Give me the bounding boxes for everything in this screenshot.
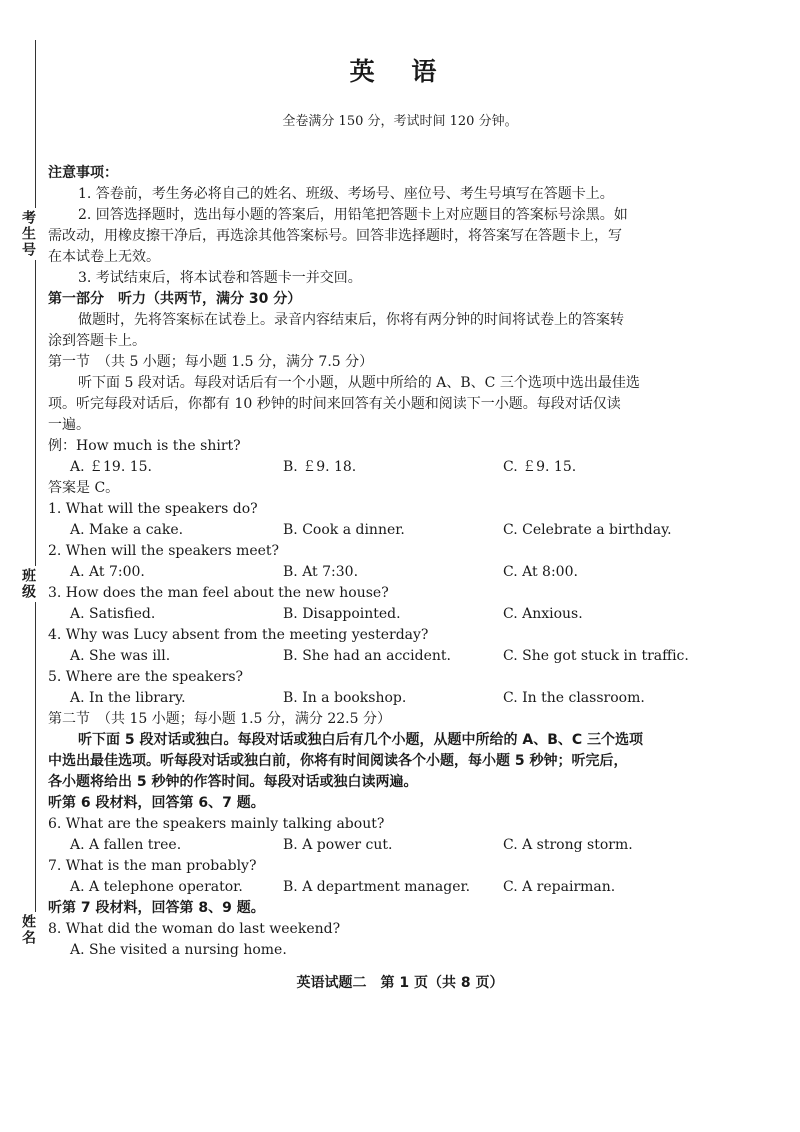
- name-label: 姓名: [20, 914, 36, 946]
- notice-item-2-end: 在本试卷上无效。: [48, 249, 160, 265]
- question-8: 8. What did the woman do last weekend?: [48, 921, 341, 937]
- option-c: C. Anxious.: [503, 606, 583, 622]
- section1-intro-cont: 项。听完每段对话后，你都有 10 秒钟的时间来回答有关小题和阅读下一小题。每段对话仅读: [48, 396, 621, 412]
- option-a: A. She visited a nursing home.: [70, 942, 287, 958]
- question-1: 1. What will the speakers do?: [48, 501, 258, 517]
- option-a: A. A fallen tree.: [70, 837, 182, 853]
- notice-item-2: 2. 回答选择题时，选出每小题的答案后，用铅笔把答题卡上对应题目的答案标号涂黑。如: [78, 207, 628, 223]
- option-a: A. In the library.: [70, 690, 186, 706]
- question-7-options: [48, 877, 758, 898]
- option-a: A. At 7:00.: [70, 564, 145, 580]
- example-answer: 答案是 C。: [48, 480, 120, 496]
- option-c: C. A strong storm.: [503, 837, 633, 853]
- section2-intro-end: 各小题将给出 5 秒钟的作答时间。每段对话或独白读两遍。: [48, 774, 418, 790]
- section1-intro: 听下面 5 段对话。每段对话后有一个小题，从题中所给的 A、B、C 三个选项中选出最佳选: [78, 375, 640, 391]
- section1-heading: 第一节 （共 5 小题；每小题 1.5 分，满分 7.5 分）: [48, 354, 374, 370]
- question-4-options: [48, 646, 758, 667]
- question-5: 5. Where are the speakers?: [48, 669, 244, 685]
- section1-intro-end: 一遍。: [48, 417, 90, 433]
- question-7: 7. What is the man probably?: [48, 858, 257, 874]
- option-b: B. A power cut.: [283, 837, 393, 853]
- question-4: 4. Why was Lucy absent from the meeting yesterday?: [48, 627, 429, 643]
- question-8-options: [48, 940, 758, 961]
- notice-item-2-cont: 需改动，用橡皮擦干净后，再选涂其他答案标号。回答非选择题时，将答案写在答题卡上，写: [48, 228, 622, 244]
- option-b: B. She had an accident.: [283, 648, 451, 664]
- option-b: B. A department manager.: [283, 879, 471, 895]
- exam-number-label: 考生号: [20, 210, 36, 258]
- question-5-options: [48, 688, 758, 709]
- option-b: B. ￡9. 18.: [283, 459, 357, 475]
- option-c: C. She got stuck in traffic.: [503, 648, 689, 664]
- option-b: B. In a bookshop.: [283, 690, 407, 706]
- material-7-instruction: 听第 7 段材料，回答第 8、9 题。: [48, 900, 265, 916]
- example-question: 例：How much is the shirt?: [48, 438, 241, 454]
- example-options: [48, 457, 758, 478]
- question-6: 6. What are the speakers mainly talking about?: [48, 816, 385, 832]
- notice-item-3: 3. 考试结束后，将本试卷和答题卡一并交回。: [78, 270, 362, 286]
- option-b: B. Cook a dinner.: [283, 522, 405, 538]
- class-label: 班级: [20, 568, 36, 600]
- notice-item-1: 1. 答卷前，考生务必将自己的姓名、班级、考场号、座位号、考生号填写在答题卡上。: [78, 186, 614, 202]
- question-1-options: [48, 520, 758, 541]
- page-title: 英 语: [349, 57, 451, 86]
- exam-content: [48, 163, 758, 961]
- section2-intro: 听下面 5 段对话或独白。每段对话或独白后有几个小题，从题中所给的 A、B、C 三个选项: [78, 732, 644, 748]
- option-a: A. She was ill.: [70, 648, 171, 664]
- part1-heading: 第一部分 听力（共两节，满分 30 分）: [48, 291, 302, 307]
- question-6-options: [48, 835, 758, 856]
- notice-heading: 注意事项：: [48, 165, 118, 181]
- section2-heading: 第二节 （共 15 小题；每小题 1.5 分，满分 22.5 分）: [48, 711, 391, 727]
- question-3: 3. How does the man feel about the new house?: [48, 585, 389, 601]
- option-c: C. Celebrate a birthday.: [503, 522, 672, 538]
- option-a: A. ￡19. 15.: [70, 459, 152, 475]
- option-a: A. A telephone operator.: [70, 879, 243, 895]
- question-3-options: [48, 604, 758, 625]
- option-c: C. In the classroom.: [503, 690, 645, 706]
- exam-subtitle: 全卷满分 150 分，考试时间 120 分钟。: [282, 114, 518, 129]
- question-2-options: [48, 562, 758, 583]
- material-6-instruction: 听第 6 段材料，回答第 6、7 题。: [48, 795, 265, 811]
- option-b: B. Disappointed.: [283, 606, 401, 622]
- option-b: B. At 7:30.: [283, 564, 359, 580]
- option-c: C. A repairman.: [503, 879, 616, 895]
- part1-intro: 做题时，先将答案标在试卷上。录音内容结束后，你将有两分钟的时间将试卷上的答案转: [78, 312, 624, 328]
- part1-intro-cont: 涂到答题卡上。: [48, 333, 146, 349]
- section2-intro-cont: 中选出最佳选项。听每段对话或独白前，你将有时间阅读各个小题，每小题 5 秒钟；听完后，: [48, 753, 628, 769]
- question-2: 2. When will the speakers meet?: [48, 543, 280, 559]
- page-footer: 英语试题二 第 1 页（共 8 页）: [296, 975, 504, 991]
- option-a: A. Make a cake.: [70, 522, 184, 538]
- option-c: C. ￡9. 15.: [503, 459, 577, 475]
- option-a: A. Satisfied.: [70, 606, 156, 622]
- option-c: C. At 8:00.: [503, 564, 578, 580]
- binding-line: [35, 40, 36, 945]
